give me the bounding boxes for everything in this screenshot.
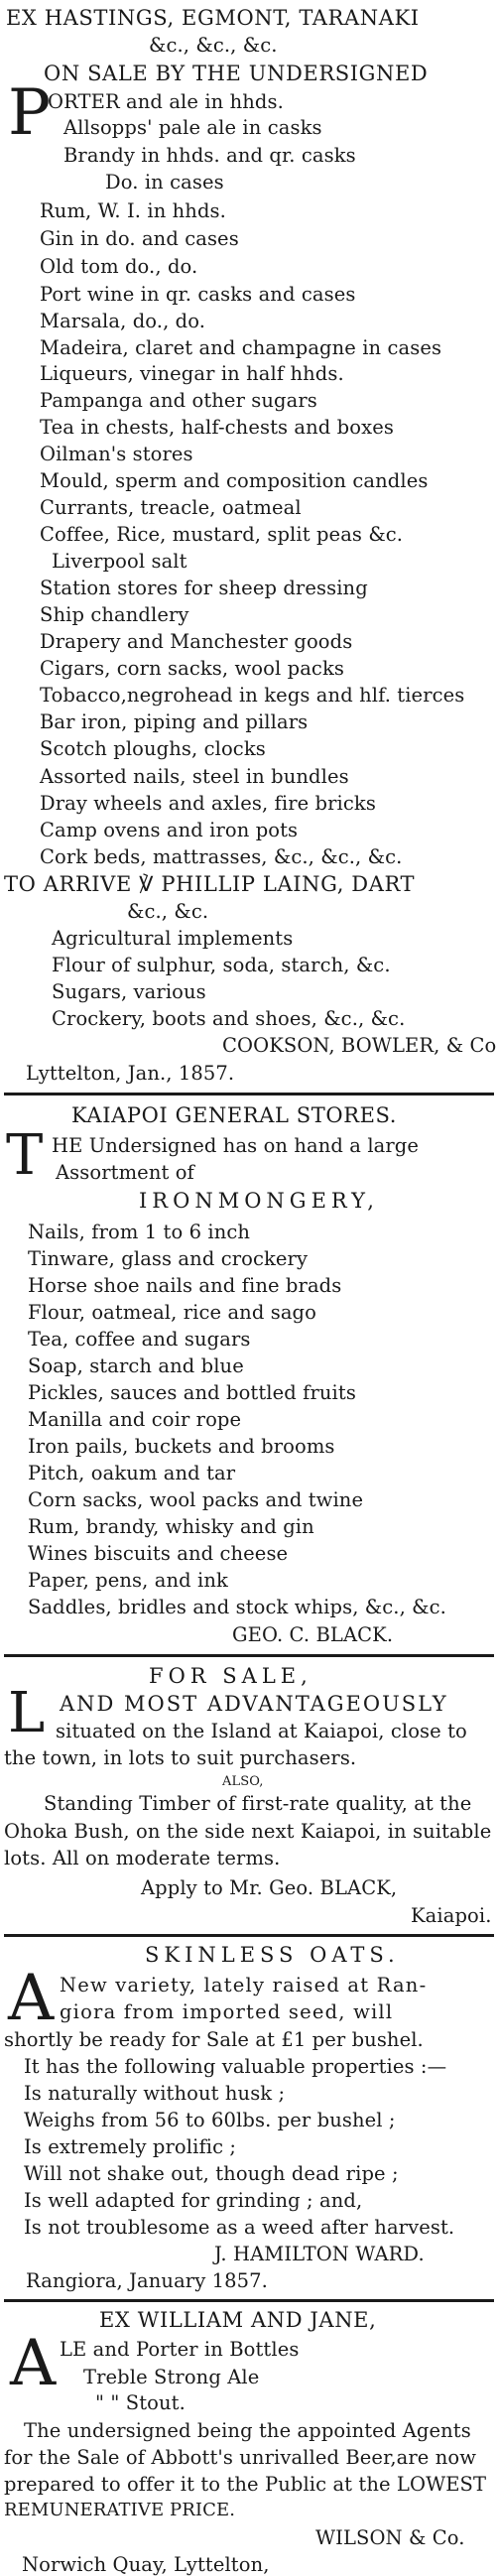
column-divider <box>4 1934 494 1937</box>
ad-heading: SKINLESS OATS. <box>145 1943 400 1967</box>
ad-line: Assortment of <box>56 1161 194 1184</box>
ad-line: Manilla and coir rope <box>28 1408 242 1431</box>
column-divider <box>4 1093 494 1095</box>
ad-subheading: &c., &c., &c. <box>149 34 278 57</box>
ad-line: Wines biscuits and cheese <box>28 1542 289 1565</box>
ad-dateline: Norwich Quay, Lyttelton, <box>22 2553 270 2576</box>
ad-line: Saddles, bridles and stock whips, &c., &c. <box>28 1596 446 1618</box>
ad-line: Old tom do., do. <box>40 255 198 278</box>
ad-heading: KAIAPOI GENERAL STORES. <box>71 1103 398 1127</box>
ad-line: Cork beds, mattrasses, &c., &c., &c. <box>40 845 403 868</box>
ad-line: Port wine in qr. casks and cases <box>40 283 356 306</box>
ad-heading: FOR SALE, <box>149 1664 312 1688</box>
ad-line: Tobacco,negrohead in kegs and hlf. tierces <box>40 684 465 707</box>
ad-line: Apply to Mr. Geo. BLACK, <box>141 1876 398 1899</box>
ad-signature: WILSON & Co. <box>315 2526 465 2549</box>
column-divider <box>4 2299 494 2302</box>
ad-signature: Kaiapoi. <box>411 1904 492 1927</box>
ad-line: Coffee, Rice, mustard, split peas &c. <box>40 523 404 546</box>
ad-line: Is naturally without husk ; <box>24 2082 286 2105</box>
ad-line: Brandy in hhds. and qr. casks <box>63 144 356 167</box>
ad-line: Oilman's stores <box>40 443 193 465</box>
ad-line: situated on the Island at Kaiapoi, close to <box>56 1720 467 1742</box>
ad-heading: EX WILLIAM AND JANE, <box>99 2308 377 2332</box>
ad-line: Cigars, corn sacks, wool packs <box>40 657 344 680</box>
ad-line: Is not troublesome as a weed after harvest. <box>24 2216 455 2239</box>
ad-signature: COOKSON, BOWLER, & Co <box>222 1034 497 1057</box>
ad-line: Mould, sperm and composition candles <box>40 469 429 492</box>
ad-line: Marsala, do., do. <box>40 310 206 332</box>
ad-line: &c., &c. <box>127 900 209 923</box>
ad-line: for the Sale of Abbott's unrivalled Beer,are now <box>4 2446 477 2469</box>
ad-line: Is well adapted for grinding ; and, <box>24 2189 363 2212</box>
ad-line: Liverpool salt <box>52 550 187 573</box>
ad-line: Bar iron, piping and pillars <box>40 710 309 733</box>
ad-line: Treble Strong Ale <box>83 2366 260 2388</box>
ad-line: It has the following valuable properties :— <box>24 2055 447 2078</box>
ad-line: Flour of sulphur, soda, starch, &c. <box>52 954 391 976</box>
ad-line: Sugars, various <box>52 980 206 1003</box>
ad-line: New variety, lately raised at Ran- <box>60 1974 428 1996</box>
ad-line: Drapery and Manchester goods <box>40 630 353 653</box>
drop-cap: A <box>10 2327 57 2400</box>
ad-subheading: TO ARRIVE ℣ PHILLIP LAING, DART <box>4 872 416 896</box>
ad-line: Soap, starch and blue <box>28 1354 244 1377</box>
ad-line: the town, in lots to suit purchasers. <box>4 1746 357 1769</box>
ad-line: REMUNERATIVE PRICE. <box>4 2500 236 2520</box>
ad-line: HE Undersigned has on hand a large <box>52 1134 420 1157</box>
ad-line: Will not shake out, though dead ripe ; <box>24 2162 399 2185</box>
column-divider <box>4 1654 494 1657</box>
ad-line: Ship chandlery <box>40 603 189 626</box>
ad-line: Rum, brandy, whisky and gin <box>28 1515 314 1538</box>
ad-line: Tinware, glass and crockery <box>28 1247 309 1270</box>
ad-line: Corn sacks, wool packs and twine <box>28 1488 364 1511</box>
ad-line: Tea in chests, half-chests and boxes <box>40 416 394 439</box>
ad-signature: J. HAMILTON WARD. <box>214 2243 425 2265</box>
ad-line: Tea, coffee and sugars <box>28 1328 251 1351</box>
ad-line: " " Stout. <box>95 2391 186 2414</box>
drop-cap: P <box>8 76 52 150</box>
drop-cap: A <box>8 1962 55 2035</box>
ad-line: Madeira, claret and champagne in cases <box>40 336 442 359</box>
ad-dateline: Rangiora, January 1857. <box>26 2269 268 2292</box>
ad-line: Camp ovens and iron pots <box>40 819 299 841</box>
ad-heading: EX HASTINGS, EGMONT, TARANAKI <box>6 6 420 30</box>
ad-subheading: IRONMONGERY, <box>139 1189 379 1213</box>
ad-line: Pitch, oakum and tar <box>28 1462 236 1484</box>
ad-line: Dray wheels and axles, fire bricks <box>40 792 376 815</box>
ad-line: Do. in cases <box>105 171 224 193</box>
drop-cap: T <box>6 1123 44 1188</box>
ad-line: Pampanga and other sugars <box>40 389 317 412</box>
ad-line: Station stores for sheep dressing <box>40 577 368 599</box>
ad-line: lots. All on moderate terms. <box>4 1847 281 1869</box>
ad-line: Pickles, sauces and bottled fruits <box>28 1381 356 1404</box>
ad-line: Iron pails, buckets and brooms <box>28 1435 335 1458</box>
ad-line: shortly be ready for Sale at £1 per bushel. <box>4 2028 424 2051</box>
ad-line: Is extremely prolific ; <box>24 2135 237 2158</box>
ad-line: Scotch ploughs, clocks <box>40 737 266 760</box>
ad-line: Ohoka Bush, on the side next Kaiapoi, in suitable <box>4 1820 492 1843</box>
ad-line: prepared to offer it to the Public at the LOWEST <box>4 2473 487 2496</box>
ad-line: Gin in do. and cases <box>40 227 239 250</box>
ad-line: giora from imported seed, will <box>60 2000 394 2023</box>
ad-line: ORTER and ale in hhds. <box>48 90 284 113</box>
drop-cap: L <box>8 1681 46 1745</box>
ad-line: ALSO, <box>222 1774 264 1789</box>
ad-line: Flour, oatmeal, rice and sago <box>28 1301 316 1324</box>
ad-line: Horse shoe nails and fine brads <box>28 1274 342 1297</box>
ad-line: The undersigned being the appointed Agents <box>24 2419 471 2442</box>
ad-subheading: ON SALE BY THE UNDERSIGNED <box>44 62 429 85</box>
ad-line: Rum, W. I. in hhds. <box>40 199 226 222</box>
ad-line: Liqueurs, vinegar in half hhds. <box>40 362 344 385</box>
ad-line: Agricultural implements <box>52 927 294 950</box>
ad-signature: GEO. C. BLACK. <box>232 1623 394 1646</box>
ad-line: Paper, pens, and ink <box>28 1569 228 1592</box>
ad-line: Currants, treacle, oatmeal <box>40 496 302 519</box>
ad-line: Crockery, boots and shoes, &c., &c. <box>52 1007 406 1030</box>
ad-dateline: Lyttelton, Jan., 1857. <box>26 1062 235 1085</box>
ad-line: Assorted nails, steel in bundles <box>40 765 349 788</box>
ad-line: Nails, from 1 to 6 inch <box>28 1221 251 1243</box>
ad-line: Weighs from 56 to 60lbs. per bushel ; <box>24 2109 396 2131</box>
ad-line: Standing Timber of first-rate quality, at the <box>44 1792 472 1815</box>
ad-line: Allsopps' pale ale in casks <box>63 116 322 139</box>
ad-subheading: AND MOST ADVANTAGEOUSLY <box>60 1692 448 1716</box>
ad-line: LE and Porter in Bottles <box>60 2338 300 2361</box>
